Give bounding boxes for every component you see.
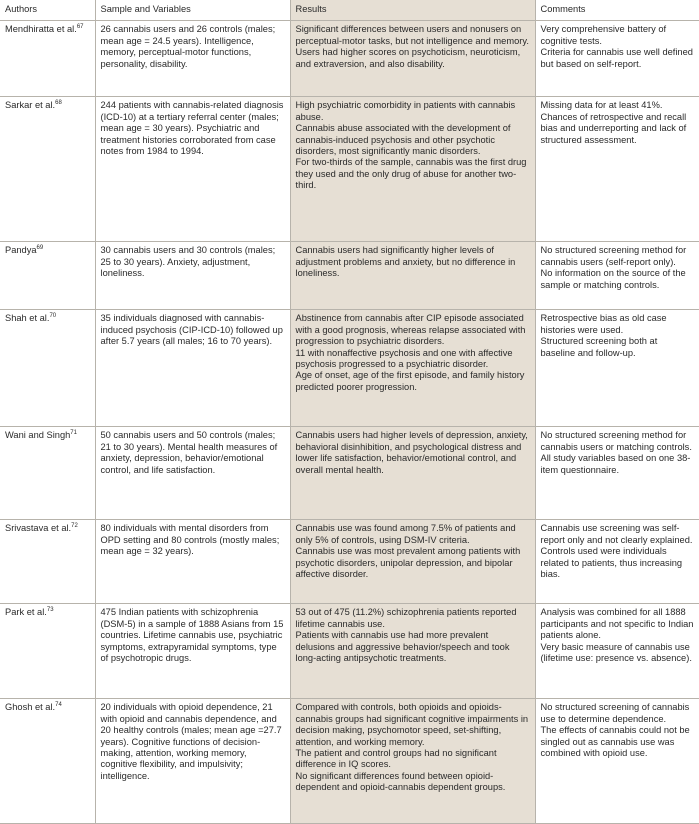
cell-results (290, 520, 535, 604)
cell-sample: 35 individuals diagnosed with cannabis-induced psychosis (CIP-ICD-10) followed up after 5.7 years (all males; 16 to 70 years). (95, 310, 290, 427)
author-name: Srivastava et al. (5, 523, 72, 534)
cell-author (0, 21, 95, 97)
cell-sample: 80 individuals with mental disorders from OPD setting and 80 controls (mostly males; mean age = 32 years). (95, 520, 290, 604)
comments-line: Analysis was combined for all 1888 participants and not specific to Indian patients alone. (540, 607, 694, 641)
comments-line: All study variables based on one 38-item questionnaire. (540, 453, 691, 475)
comments-line: Retrospective bias as old case histories were used. (540, 313, 667, 335)
author-name: Sarkar et al. (5, 100, 56, 111)
cell-results (290, 310, 535, 427)
results-line: 11 with nonaffective psychosis and one with affective psychosis progressed to a psychiatric disorder. (295, 347, 513, 370)
author-name: Park et al. (5, 607, 47, 618)
table-row (0, 21, 699, 97)
results-line: No significant differences found between opioid-dependent and opioid-cannabis dependent groups. (295, 770, 506, 793)
comments-line: Missing data for at least 41%. Chances of retrospective and recall bias and underreporting and lack of structured assessment. (540, 100, 687, 145)
author-name: Shah et al. (5, 313, 50, 324)
results-line: Compared with controls, both opioids and opioids-cannabis groups had significant cognitive impairments in decision making, psychomotor speed, set-shifting, attention, and working memory. (295, 702, 529, 747)
comments-line: No information on the source of the sample or matching controls. (540, 268, 686, 290)
cell-author (0, 699, 95, 824)
cell-comments (535, 21, 699, 97)
cell-comments (535, 427, 699, 520)
cell-sample: 20 individuals with opioid dependence, 21 with opioid and cannabis dependence, and 20 healthy controls (males; mean age =27.7 years). Cognitive functions of decision-making, attention, working memory, cognitive flexibility, and impulsivity; intelligence. (95, 699, 290, 824)
table-row (0, 699, 699, 824)
results-line: Patients with cannabis use had more prevalent delusions and aggressive behavior/speech and took long-acting antipsychotic treatments. (295, 630, 510, 664)
reference-number: 71 (70, 430, 77, 437)
cell-sample: 475 Indian patients with schizophrenia (DSM-5) in a sample of 1888 Asians from 15 countries. Lifetime cannabis use, psychiatric symptoms, extrapyramidal symptoms, type of psychotropic drugs. (95, 604, 290, 699)
author-name: Pandya (5, 245, 37, 256)
header-comments: Comments (535, 0, 699, 21)
cell-comments (535, 242, 699, 310)
cell-sample: 244 patients with cannabis-related diagnosis (ICD-10) at a tertiary referral center (males; mean age = 30 years). Psychiatric and treatment histories corroborated from case notes from 1984 to 1994. (95, 97, 290, 242)
cell-results (290, 699, 535, 824)
reference-number: 69 (36, 245, 44, 252)
cell-results (290, 21, 535, 97)
results-line: Significant differences between users and nonusers on perceptual-motor tasks, but not intelligence and memory. (295, 24, 529, 46)
comments-line: Very comprehensive battery of cognitive tests. (540, 24, 667, 46)
table-body (0, 21, 699, 824)
reference-number: 73 (46, 607, 54, 614)
results-line: Cannabis users had higher levels of depression, anxiety, behavioral disinhibition, and psychological distress and lower life satisfaction, behavior/emotional control, and overall mental health. (295, 430, 528, 475)
cell-sample: 30 cannabis users and 30 controls (males; 25 to 30 years). Anxiety, adjustment, loneliness. (95, 242, 290, 310)
cell-comments (535, 520, 699, 604)
reference-number: 68 (55, 100, 62, 107)
header-row (0, 0, 699, 21)
results-line: Cannabis use was most prevalent among patients with psychotic disorders, unipolar depression, and bipolar affective disorder. (295, 546, 521, 580)
reference-number: 70 (49, 313, 57, 320)
author-name: Ghosh et al. (5, 702, 56, 713)
cell-results (290, 242, 535, 310)
cell-author (0, 604, 95, 699)
results-line: High psychiatric comorbidity in patients with cannabis abuse. (295, 100, 516, 122)
results-line: 53 out of 475 (11.2%) schizophrenia patients reported lifetime cannabis use. (295, 607, 517, 629)
reference-number: 72 (71, 523, 78, 530)
cell-author (0, 97, 95, 242)
table-row (0, 310, 699, 427)
header-authors: Authors (0, 0, 95, 21)
results-line: Abstinence from cannabis after CIP episode associated with a good prognosis, whereas relapse associated with progression to psychiatric disorders. (295, 313, 526, 347)
results-line: The patient and control groups had no significant difference in IQ scores. (295, 748, 497, 770)
cell-comments (535, 97, 699, 242)
comments-line: Controls used were individuals related to patients, thus increasing bias. (540, 546, 683, 580)
cell-author (0, 242, 95, 310)
cell-results (290, 427, 535, 520)
comments-line: No structured screening of cannabis use to determine dependence. (540, 702, 690, 724)
results-line: Users had higher scores on psychoticism, neuroticism, and extraversion, and also disability. (295, 47, 521, 69)
comments-line: No structured screening method for cannabis users (self-report only). (540, 245, 687, 267)
cell-sample: 26 cannabis users and 26 controls (males; mean age = 24.5 years). Intelligence, memory, perceptual-motor functions, personality, disability. (95, 21, 290, 97)
comments-line: Structured screening both at baseline and follow-up. (540, 336, 658, 358)
table-row (0, 97, 699, 242)
cell-comments (535, 310, 699, 427)
cell-results (290, 97, 535, 242)
cell-sample: 50 cannabis users and 50 controls (males; 21 to 30 years). Mental health measures of anxiety, depression, behavior/emotional control, and life satisfaction. (95, 427, 290, 520)
cell-comments (535, 604, 699, 699)
cell-author (0, 310, 95, 427)
cell-author (0, 520, 95, 604)
results-line: For two-thirds of the sample, cannabis was the first drug they used and the only drug of abuse for another two-third. (295, 157, 527, 191)
header-results: Results (290, 0, 535, 21)
table-row (0, 604, 699, 699)
reference-number: 74 (55, 702, 62, 709)
table-row (0, 520, 699, 604)
cell-comments (535, 699, 699, 824)
header-sample: Sample and Variables (95, 0, 290, 21)
cell-results (290, 604, 535, 699)
comments-line: No structured screening method for cannabis users or matching controls. (540, 430, 692, 452)
results-line: Cannabis use was found among 7.5% of patients and only 5% of controls, using DSM-IV criteria. (295, 523, 516, 545)
cell-author (0, 427, 95, 520)
comments-line: The effects of cannabis could not be singled out as cannabis use was combined with opioid use. (540, 725, 690, 759)
reference-number: 67 (76, 24, 84, 31)
comments-line: Criteria for cannabis use well defined but based on self-report. (540, 47, 693, 69)
table-row (0, 427, 699, 520)
comments-line: Very basic measure of cannabis use (lifetime use: presence vs. absence). (540, 641, 692, 664)
results-line: Cannabis abuse associated with the development of cannabis-induced psychosis and other psychotic disorders, most significantly manic disorders. (295, 123, 511, 157)
author-name: Mendhiratta et al. (5, 24, 77, 35)
comments-line: Cannabis use screening was self-report only and not clearly explained. (540, 523, 693, 545)
results-line: Cannabis users had significantly higher levels of adjustment problems and anxiety, but no difference in loneliness. (295, 245, 516, 279)
table-row (0, 242, 699, 310)
results-line: Age of onset, age of the first episode, and family history predicted poorer progression. (295, 370, 525, 392)
author-name: Wani and Singh (5, 430, 71, 441)
